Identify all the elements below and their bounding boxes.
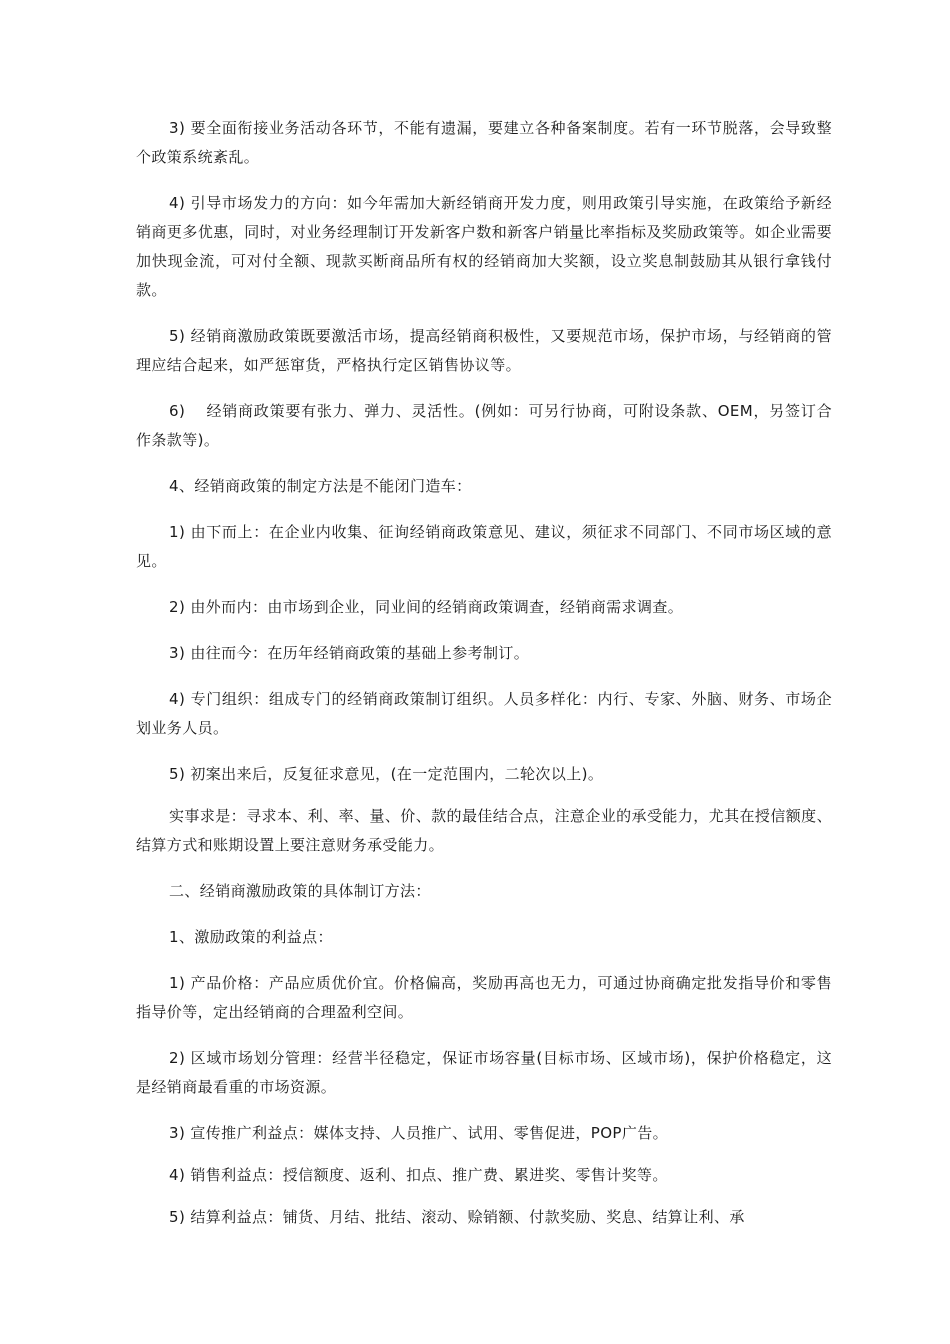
paragraph-repeated-feedback: 5) 初案出来后，反复征求意见，(在一定范围内，二轮次以上)。 bbox=[169, 765, 604, 783]
section-heading-incentive-method: 二、经销商激励政策的具体制订方法： bbox=[169, 882, 431, 900]
paragraph-past-to-present: 3) 由往而今：在历年经销商政策的基础上参考制订。 bbox=[169, 644, 530, 662]
paragraph-special-organization: 4) 专门组织：组成专门的经销商政策制订组织。人员多样化：内行、专家、外脑、财务、市场企划业务人员。 bbox=[136, 690, 832, 737]
paragraph-settlement-benefits: 5) 结算利益点：铺货、月结、批结、滚动、赊销额、付款奖励、奖息、结算让利、承 bbox=[169, 1208, 745, 1226]
paragraph-promotion-benefits: 3) 宣传推广利益点：媒体支持、人员推广、试用、零售促进，POP广告。 bbox=[169, 1124, 669, 1142]
document-body bbox=[136, 114, 832, 1249]
paragraph-item-4-market-direction: 4) 引导市场发力的方向：如今年需加大新经销商开发力度，则用政策引导实施，在政策给予新经销商更多优惠，同时，对业务经理制订开发新客户数和新客户销量比率指标及奖励政策等。如企业需要加快现金流，可对付全额、现款买断商品所有权的经销商加大奖额，设立奖息制鼓励其从银行拿钱付款。 bbox=[136, 194, 832, 299]
paragraph-regional-market: 2) 区域市场划分管理：经营半径稳定，保证市场容量(目标市场、区域市场)，保护价格稳定，这是经销商最看重的市场资源。 bbox=[136, 1049, 832, 1096]
paragraph-bottom-up: 1) 由下而上：在企业内收集、征询经销商政策意见、建议，须征求不同部门、不同市场区域的意见。 bbox=[136, 523, 832, 570]
paragraph-practical: 实事求是：寻求本、利、率、量、价、款的最佳结合点，注意企业的承受能力，尤其在授信额度、结算方式和账期设置上要注意财务承受能力。 bbox=[136, 807, 832, 854]
section-heading-policy-method: 4、经销商政策的制定方法是不能闭门造车： bbox=[169, 477, 472, 495]
paragraph-item-5-activate-market: 5) 经销商激励政策既要激活市场，提高经销商积极性，又要规范市场，保护市场，与经销商的管理应结合起来，如严惩窜货，严格执行定区销售协议等。 bbox=[136, 327, 832, 374]
paragraph-item-3-backup-system: 3) 要全面衔接业务活动各环节，不能有遗漏，要建立各种备案制度。若有一环节脱落，会导致整个政策系统紊乱。 bbox=[136, 119, 832, 166]
paragraph-product-price: 1) 产品价格：产品应质优价宜。价格偏高，奖励再高也无力，可通过协商确定批发指导价和零售指导价等，定出经销商的合理盈利空间。 bbox=[136, 974, 832, 1021]
paragraph-outside-in: 2) 由外而内：由市场到企业，同业间的经销商政策调查，经销商需求调查。 bbox=[169, 598, 684, 616]
paragraph-sales-benefits: 4) 销售利益点：授信额度、返利、扣点、推广费、累进奖、零售计奖等。 bbox=[169, 1166, 668, 1184]
paragraph-item-6-flexibility: 6) 经销商政策要有张力、弹力、灵活性。(例如：可另行协商，可附设条款、OEM，另签订合作条款等)。 bbox=[136, 402, 832, 449]
subsection-heading-benefit-points: 1、激励政策的利益点： bbox=[169, 928, 333, 946]
